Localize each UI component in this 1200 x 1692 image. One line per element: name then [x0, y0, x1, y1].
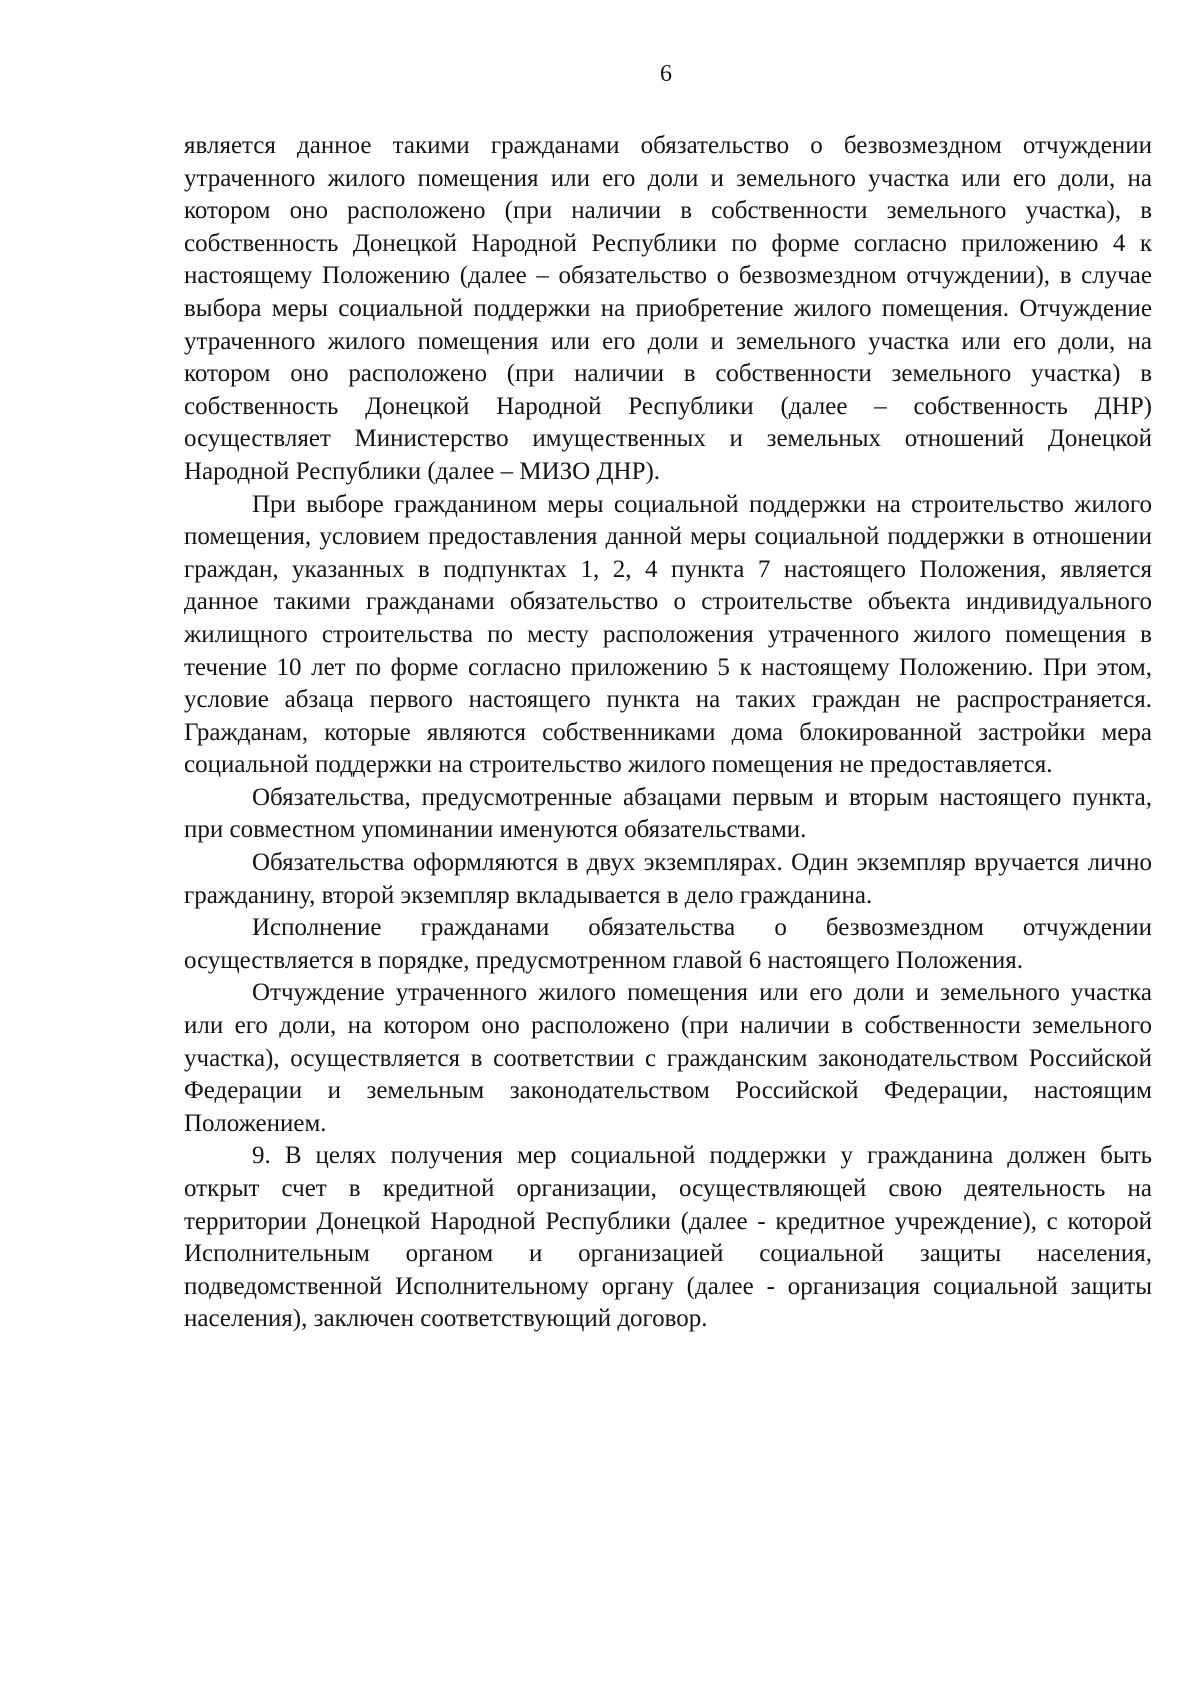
document-body: [184, 130, 1152, 1336]
paragraph-obligation-execution: Исполнение гражданами обязательства о безвозмездном отчуждении осуществляется в порядке, предусмотренном главой 6 настоящего Положения.: [184, 914, 1152, 974]
paragraph-continuation: является данное такими гражданами обязательство о безвозмездном отчуждении утраченного жилого помещения или его доли и земельного участка или его доли, на котором оно расположено (при наличии в собственности земельного участка), в собственность Донецкой Народной Республики по форме согласно приложению 4 к настоящему Положению (далее – обязательство о безвозмездном отчуждении), в случае выбора меры социальной поддержки на приобретение жилого помещения. Отчуждение утраченного жилого помещения или его доли и земельного участка или его доли, на котором оно расположено (при наличии в собственности земельного участка) в собственность Донецкой Народной Республики (далее – собственность ДНР) осуществляет Министерство имущественных и земельных отношений Донецкой Народной Республики (далее – МИЗО ДНР).: [184, 132, 1152, 485]
paragraph-construction-measure: При выборе гражданином меры социальной поддержки на строительство жилого помещения, условием предоставления данной меры социальной поддержки в отношении граждан, указанных в подпунктах 1, 2, 4 пункта 7 настоящего Положения, является данное такими гражданами обязательство о строительстве объекта индивидуального жилищного строительства по месту расположения утраченного жилого помещения в течение 10 лет по форме согласно приложению 5 к настоящему Положению. При этом, условие абзаца первого настоящего пункта на таких граждан не распространяется. Гражданам, которые являются собственниками дома блокированной застройки мера социальной поддержки на строительство жилого помещения не предоставляется.: [184, 490, 1152, 779]
page-number: 6: [660, 61, 672, 87]
paragraph-point-9: 9. В целях получения мер социальной поддержки у гражданина должен быть открыт счет в кредитной организации, осуществляющей свою деятельность на территории Донецкой Народной Республики (далее - кредитное учреждение), с которой Исполнительным органом и организацией социальной защиты населения, подведомственной Исполнительному органу (далее - организация социальной защиты населения), заключен соответствующий договор.: [184, 1142, 1152, 1333]
paragraph-obligations-definition: Обязательства, предусмотренные абзацами первым и вторым настоящего пункта, при совместном упоминании именуются обязательствами.: [184, 783, 1152, 844]
paragraph-alienation-law: Отчуждение утраченного жилого помещения или его доли и земельного участка или его доли, на котором оно расположено (при наличии в собственности земельного участка), осуществляется в соответствии с гражданским законодательством Российской Федерации и земельным законодательством Российской Федерации, настоящим Положением.: [184, 979, 1152, 1137]
paragraph-obligations-copies: Обязательства оформляются в двух экземплярах. Один экземпляр вручается лично гражданину, второй экземпляр вкладывается в дело гражданина.: [184, 849, 1152, 909]
